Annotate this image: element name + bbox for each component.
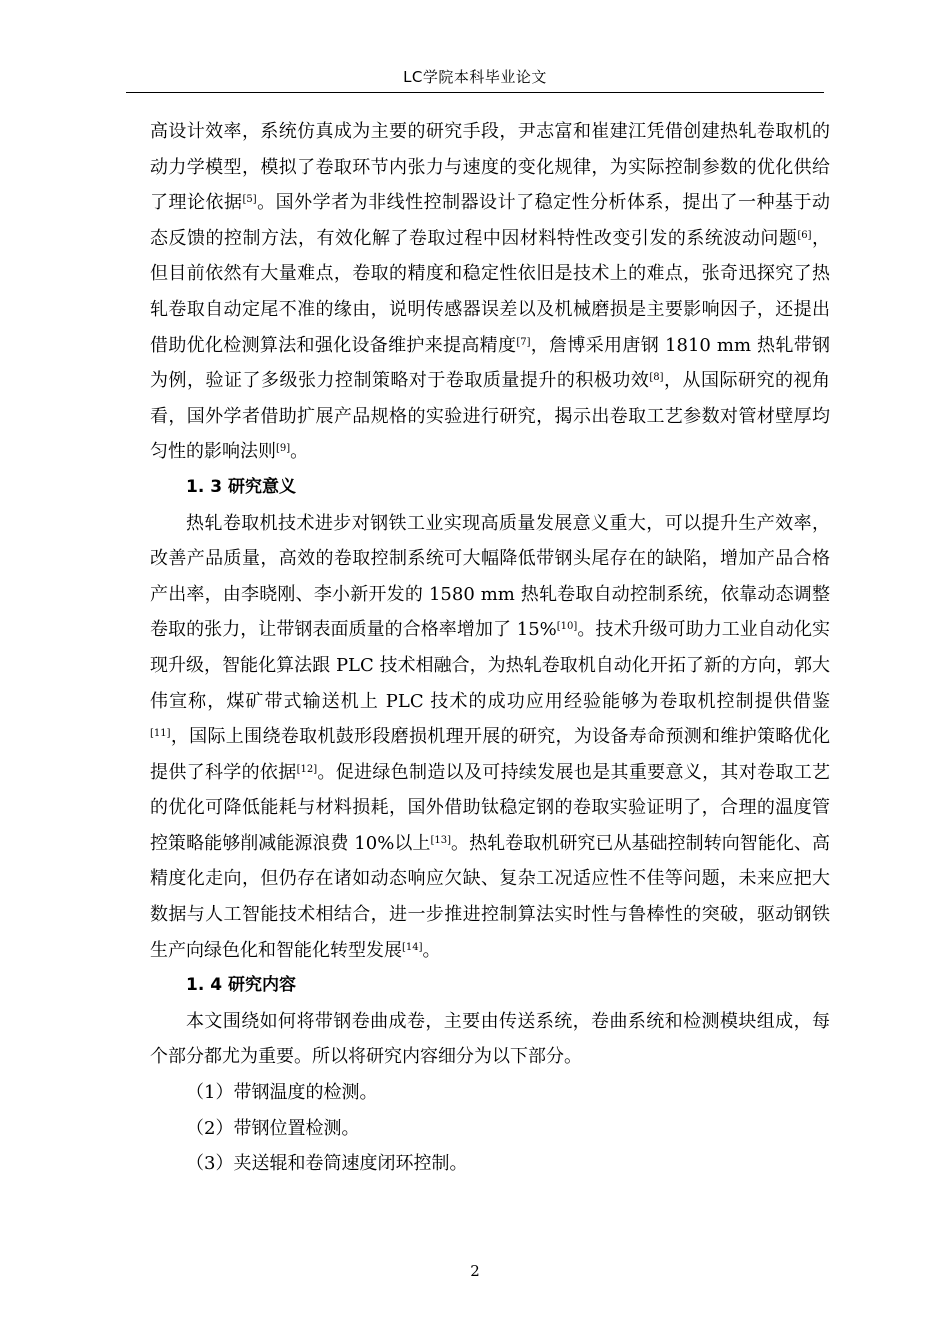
document-body <box>150 114 830 1182</box>
text-segment: 。技术升级可助力工业自动化实现升级，智能化算法跟 PLC 技术相融合，为热轧卷取机自动化开拓了新的方向，郭大伟宣称，煤矿带式输送机上 PLC 技术的成功应用经验能够为卷取机控制提供借鉴 <box>150 619 831 712</box>
text-segment: ，国际上围绕卷取机鼓形段磨损机理开展的研究，为设备寿命预测和维护策略优化提供了科学的依据 <box>150 726 830 783</box>
text-segment: 热轧卷取机技术进步对钢铁工业实现高质量发展意义重大，可以提升生产效率，改善产品质量，高效的卷取控制系统可大幅降低带钢头尾存在的缺陷，增加产品合格产出率，由李晓刚、李小新开发的 1580 mm 热轧卷取自动控制系统，依靠动态调整卷取的张力，让带钢表面质量的合格率增加了 15% <box>150 512 830 641</box>
paragraph-significance <box>150 506 830 969</box>
section-heading-1-3: 1. 3 研究意义 <box>186 476 296 497</box>
list-item: （3）夹送辊和卷筒速度闭环控制。 <box>186 1153 468 1175</box>
text-segment: 。 <box>422 939 441 961</box>
citation-ref: [9] <box>276 443 291 455</box>
list-item: （2）带钢位置检测。 <box>186 1117 360 1139</box>
citation-ref: [7] <box>516 336 531 348</box>
text-segment: 。热轧卷取机研究已从基础控制转向智能化、高精度化走向，但仍存在诸如动态响应欠缺、复杂工况适应性不佳等问题，未来应把大数据与人工智能技术相结合，进一步推进控制算法实时性与鲁棒性的突破，驱动钢铁生产向绿色化和智能化转型发展 <box>150 832 830 961</box>
section-heading-1-4: 1. 4 研究内容 <box>186 975 296 996</box>
list-item: （1）带钢温度的检测。 <box>186 1082 378 1104</box>
text-segment: 。国外学者为非线性控制器设计了稳定性分析体系，提出了一种基于动态反馈的控制方法，有效化解了卷取过程中因材料特性改变引发的系统波动问题 <box>150 192 831 249</box>
citation-ref: [6] <box>797 229 812 241</box>
citation-ref: [5] <box>242 194 257 206</box>
citation-ref: [12] <box>296 763 318 775</box>
text-segment: 高设计效率，系统仿真成为主要的研究手段，尹志富和崔建江凭借创建热轧卷取机的动力学模型，模拟了卷取环节内张力与速度的变化规律，为实际控制参数的优化供给了理论依据 <box>150 121 830 214</box>
text-segment: 。 <box>290 441 309 463</box>
page-number: 2 <box>470 1262 480 1280</box>
text-segment: ，詹博采用唐钢 1810 mm 热轧带钢为例，验证了多级张力控制策略对于卷取质量提升的积极功效 <box>150 334 831 392</box>
text-segment: ，但目前依然有大量难点，卷取的精度和稳定性依旧是技术上的难点，张奇迅探究了热轧卷取自动定尾不准的缘由，说明传感器误差以及机械磨损是主要影响因子，还提出借助优化检测算法和强化设备维护来提高精度 <box>150 227 831 356</box>
citation-ref: [11] <box>150 728 171 740</box>
citation-ref: [8] <box>649 372 664 384</box>
page-header-title: LC学院本科毕业论文 <box>403 68 547 86</box>
citation-ref: [13] <box>430 834 451 846</box>
paragraph-research-content: 本文围绕如何将带钢卷曲成卷，主要由传送系统，卷曲系统和检测模块组成，每个部分都尤为重要。所以将研究内容细分为以下部分。 <box>150 1010 830 1068</box>
citation-ref: [14] <box>402 941 423 953</box>
paragraph-literature-review <box>150 114 830 470</box>
text-segment: 。促进绿色制造以及可持续发展也是其重要意义，其对卷取工艺的优化可降低能耗与材料损耗，国外借助钛稳定钢的卷取实验证明了，合理的温度管控策略能够削减能源浪费 10%以上 <box>150 761 831 854</box>
text-segment: ，从国际研究的视角看，国外学者借助扩展产品规格的实验进行研究，揭示出卷取工艺参数对管材壁厚均匀性的影响法则 <box>150 370 831 463</box>
header-divider <box>126 92 824 93</box>
citation-ref: [10] <box>556 621 578 633</box>
